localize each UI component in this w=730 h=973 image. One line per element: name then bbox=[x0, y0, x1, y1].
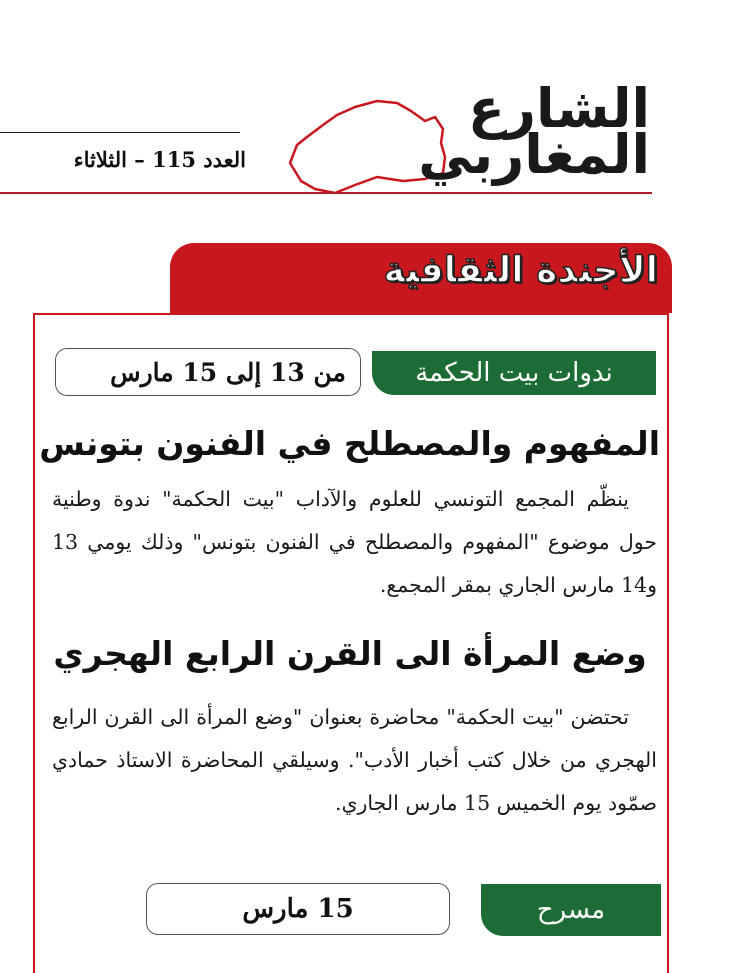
event-category-label: ندوات بيت الحكمة bbox=[372, 351, 656, 395]
masthead-bottom-rule bbox=[0, 192, 652, 194]
masthead-logo-line1: الشارع bbox=[468, 77, 650, 140]
masthead-logo-line2: المغاربي bbox=[418, 123, 650, 186]
event-date-box: 15 مارس bbox=[146, 883, 450, 935]
event-category-label: مسرح bbox=[481, 884, 661, 936]
issue-number: العدد 115 – الثلاثاء bbox=[73, 147, 246, 172]
event-body: تحتضن "بيت الحكمة" محاضرة بعنوان "وضع المرأة الى القرن الرابع الهجري من خلال كتب أخبار الأدب". وسيلقي المحاضرة الاستاذ حمادي صمّود يوم الخميس 15 مارس الجاري. bbox=[52, 705, 657, 815]
issue-top-rule bbox=[0, 132, 240, 133]
section-title: الأجندة الثقافية bbox=[383, 250, 658, 291]
event-headline: وضع المرأة الى القرن الرابع الهجري bbox=[53, 634, 647, 673]
event-body: ينظّم المجمع التونسي للعلوم والآداب "بيت الحكمة" ندوة وطنية حول موضوع "المفهوم والمصطلح في الفنون بتونس" وذلك يومي 13 و14 مارس الجاري بمقر المجمع. bbox=[52, 487, 657, 597]
event-date-box: من 13 إلى 15 مارس bbox=[55, 348, 361, 396]
event-headline: المفهوم والمصطلح في الفنون بتونس bbox=[39, 424, 660, 463]
